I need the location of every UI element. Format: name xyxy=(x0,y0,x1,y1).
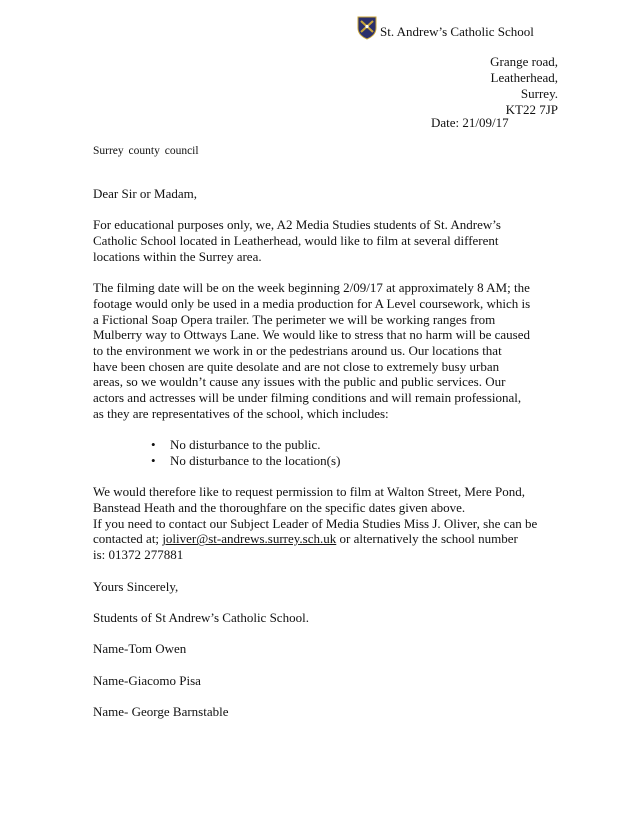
text-line: For educational purposes only, we, A2 Media Studies students of St. Andrew’s xyxy=(93,217,501,233)
text-line: to the environment we work in or the pedestrians around us. Our locations that xyxy=(93,343,502,358)
signature: Students of St Andrew’s Catholic School. xyxy=(93,609,309,625)
text-line: as they are representatives of the school, which includes: xyxy=(93,405,389,421)
list-item-text: No disturbance to the public. xyxy=(170,437,321,453)
text-line: We would therefore like to request permission to film at Walton Street, Mere Pond, xyxy=(93,484,525,500)
bullet-icon: • xyxy=(151,452,156,468)
text-line: actors and actresses will be under filming conditions and will remain professional, xyxy=(93,390,522,406)
school-address xyxy=(490,54,558,118)
list-item xyxy=(93,437,551,453)
salutation: Dear Sir or Madam, xyxy=(93,186,197,201)
recipient: Surrey county council xyxy=(93,145,199,157)
text-line: footage would only be used in a media production for A Level coursework, which is xyxy=(93,295,531,311)
text-line: If you need to contact our Subject Leader of Media Studies Miss J. Oliver, she can be xyxy=(93,515,538,531)
text-fragment: or alternatively the school number xyxy=(336,531,518,547)
name-entry: Name- George Barnstable xyxy=(93,704,229,720)
text-line: Banstead Heath and the thoroughfare on the specific dates given above. xyxy=(93,500,466,515)
text-fragment: contacted at; xyxy=(93,531,163,547)
closing: Yours Sincerely, xyxy=(93,578,179,594)
text-line: The filming date will be on the week beginning 2/09/17 at approximately 8 AM; the xyxy=(93,280,530,296)
bullet-icon: • xyxy=(151,437,156,453)
letter-date: Date: 21/09/17 xyxy=(431,115,509,130)
school-name: St. Andrew’s Catholic School xyxy=(380,24,534,39)
text-line: locations within the Surrey area. xyxy=(93,248,262,264)
list-item xyxy=(93,453,551,469)
letter-body xyxy=(93,186,551,720)
text-line: have been chosen are quite desolate and are not close to extremely busy urban xyxy=(93,358,500,374)
email-link[interactable]: joliver@st-andrews.surrey.sch.uk xyxy=(162,531,337,547)
list-item-text: No disturbance to the location(s) xyxy=(170,452,341,468)
bullet-list xyxy=(93,437,551,468)
address-line: Surrey. xyxy=(520,86,558,101)
paragraph-request xyxy=(93,484,551,563)
text-line: Catholic School located in Leatherhead, would like to film at several different xyxy=(93,233,499,249)
contact-line xyxy=(93,531,518,546)
name-entry: Name-Giacomo Pisa xyxy=(93,672,201,688)
text-line: areas, so we wouldn’t cause any issues with the public and public services. Our xyxy=(93,374,506,390)
address-line: KT22 7JP xyxy=(505,102,558,117)
address-line: Leatherhead, xyxy=(490,70,558,85)
paragraph-details xyxy=(93,280,551,421)
text-line: a Fictional Soap Opera trailer. The perimeter we will be working ranges from xyxy=(93,311,496,327)
name-entry: Name-Tom Owen xyxy=(93,641,187,657)
text-line: Mulberry way to Ottways Lane. We would like to stress that no harm will be caused xyxy=(93,327,531,343)
text-line: is: 01372 277881 xyxy=(93,547,184,563)
school-crest-icon xyxy=(357,16,377,40)
paragraph-intro xyxy=(93,217,551,264)
address-line: Grange road, xyxy=(490,54,558,69)
